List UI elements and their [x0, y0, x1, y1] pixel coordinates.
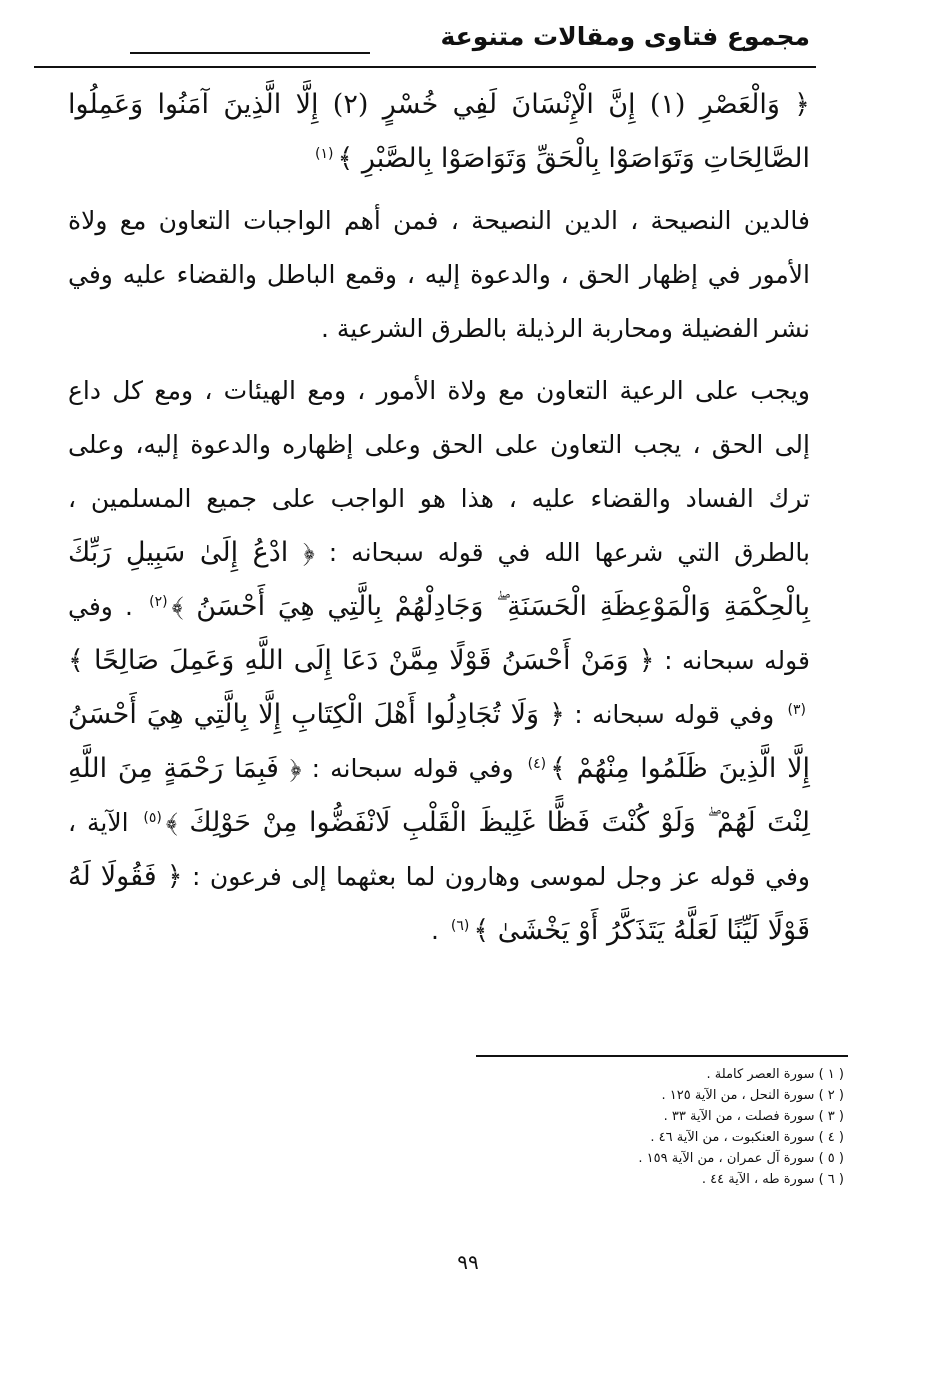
footnote-reference: (٢)	[149, 593, 168, 610]
running-header	[130, 12, 810, 60]
footnote-reference: (٤)	[527, 755, 547, 772]
paragraph-text: . وفي قوله سبحانه :	[68, 592, 810, 675]
quran-verse: ﴿ وَلَا تُجَادِلُوا أَهْلَ الْكِتَابِ إِلَّا بِالَّتِي هِيَ أَحْسَنُ إِلَّا الَّذِينَ ظَلَمُوا مِنْهُمْ ﴾	[68, 699, 811, 784]
paragraph	[68, 78, 810, 186]
footnote-item: ( ٤ ) سورة العنكبوت ، من الآية ٤٦ .	[650, 1130, 844, 1145]
footnote-reference: (٥)	[143, 809, 162, 826]
footnote-reference: (٣)	[787, 701, 807, 718]
body-text	[68, 78, 810, 966]
paragraph-text: ويجب على الرعية التعاون مع ولاة الأمور ، ومع الهيئات ، ومع كل داع إلى الحق ، يجب التعاون على الحق وعلى إظهاره والدعوة إليه، وعلى ترك الفساد والقضاء عليه ، هذا هو الواجب على جميع المسلمين ، بالطرق التي شرعها الله في قوله سبحانه :	[68, 376, 810, 567]
page-number: ٩٩	[457, 1250, 479, 1274]
footnote-item: ( ٣ ) سورة فصلت ، من الآية ٣٣ .	[663, 1109, 844, 1124]
footnote-item: ( ٥ ) سورة آل عمران ، من الآية ١٥٩ .	[638, 1151, 844, 1166]
quran-verse: ﴿ فَبِمَا رَحْمَةٍ مِنَ اللَّهِ لِنْتَ لَهُمْ ۖ وَلَوْ كُنْتَ فَظًّا غَلِيظَ الْقَلْبِ لَانْفَضُّوا مِنْ حَوْلِكَ ﴾	[68, 753, 810, 838]
footnote-divider	[476, 1055, 848, 1057]
paragraph-text: وفي قوله سبحانه :	[301, 754, 524, 783]
footnote-reference: (١)	[315, 145, 334, 162]
paragraph-text: .	[430, 916, 447, 945]
paragraph-text: فالدين النصيحة ، الدين النصيحة ، فمن أهم الواجبات التعاون مع ولاة الأمور في إظهار الحق ، والدعوة إليه ، وقمع الباطل والقضاء عليه وفي نشر الفضيلة ومحاربة الرذيلة بالطرق الشرعية .	[68, 206, 810, 343]
footnotes-list	[464, 1064, 844, 1190]
top-divider	[34, 66, 816, 68]
footnote-item: ( ٢ ) سورة النحل ، من الآية ١٢٥ .	[661, 1088, 844, 1103]
quran-verse: ﴿ وَمَنْ أَحْسَنُ قَوْلًا مِمَّنْ دَعَا إِلَى اللَّهِ وَعَمِلَ صَالِحًا ﴾	[68, 645, 655, 676]
paragraph-text: الآية ، وفي قوله عز وجل لموسى وهارون لما بعثهما إلى فرعون :	[68, 808, 810, 891]
footnote-item: ( ٦ ) سورة طه ، الآية ٤٤ .	[701, 1172, 844, 1187]
paragraph-text: وفي قوله سبحانه :	[564, 700, 784, 729]
paragraph	[68, 194, 810, 356]
header-rule	[130, 52, 370, 54]
book-title: مجموع فتاوى ومقالات متنوعة	[440, 22, 810, 51]
quran-verse: ﴿ فَقُولَا لَهُ قَوْلًا لَيِّنًا لَعَلَّهُ يَتَذَكَّرُ أَوْ يَخْشَىٰ ﴾	[68, 861, 810, 946]
paragraph	[68, 364, 810, 958]
footnote-reference: (٦)	[450, 917, 470, 934]
footnote-item: ( ١ ) سورة العصر كاملة .	[706, 1067, 844, 1082]
quran-verse: ﴿ ادْعُ إِلَىٰ سَبِيلِ رَبِّكَ بِالْحِكْمَةِ وَالْمَوْعِظَةِ الْحَسَنَةِ ۖ وَجَادِلْهُمْ بِالَّتِي هِيَ أَحْسَنُ ﴾	[68, 537, 811, 622]
quran-verse: ﴿ وَالْعَصْرِ (١) إِنَّ الْإِنْسَانَ لَفِي خُسْرٍ (٢) إِلَّا الَّذِينَ آمَنُوا وَعَمِلُوا الصَّالِحَاتِ وَتَوَاصَوْا بِالْحَقِّ وَتَوَاصَوْا بِالصَّبْرِ ﴾	[68, 89, 810, 174]
